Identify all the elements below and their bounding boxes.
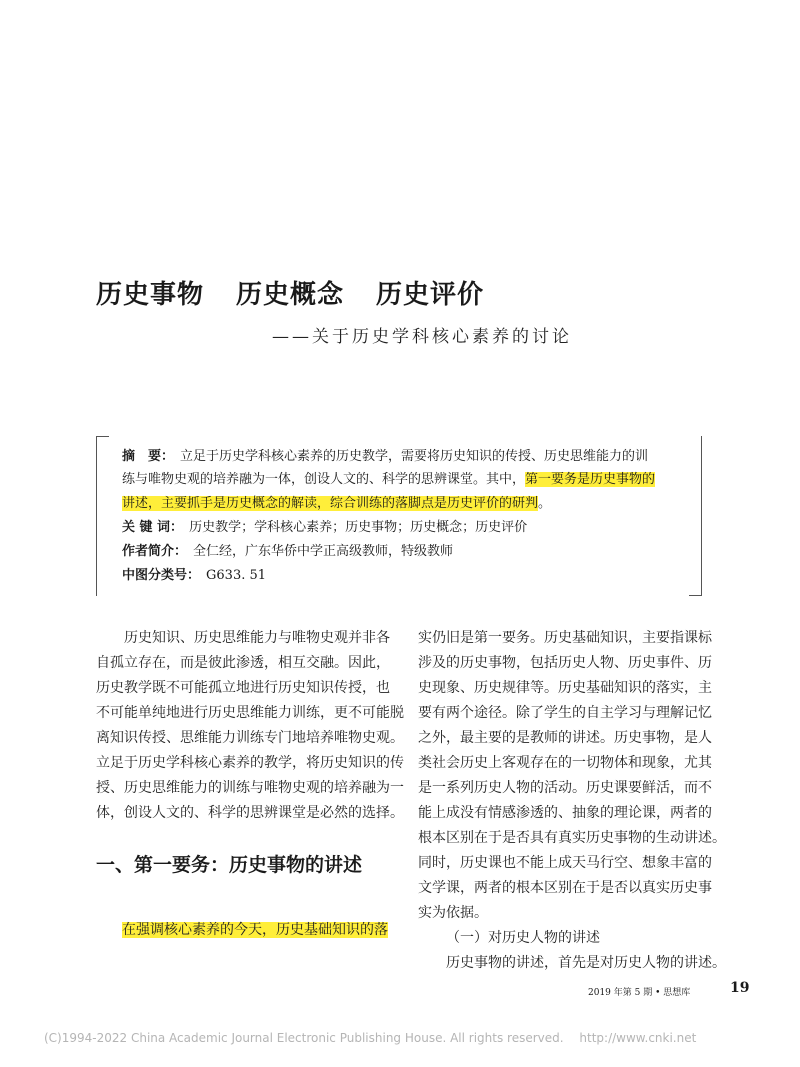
title-part-2: 历史概念 bbox=[236, 280, 345, 310]
left-highlight-text: 在强调核心素养的今天，历史基础知识的落 bbox=[122, 922, 388, 938]
keywords-value: 历史教学；学科核心素养；历史事物；历史概念；历史评价 bbox=[189, 520, 528, 535]
abstract-highlight-1: 第一要务是历史事物的 bbox=[525, 472, 656, 487]
abstract-text-2: 练与唯物史观的培养融为一体，创设人文的、科学的思辨课堂。其中， bbox=[122, 472, 526, 487]
right-line: 实仍旧是第一要务。历史基础知识，主要指课标 bbox=[418, 630, 712, 646]
abstract-text-3: 。 bbox=[538, 496, 552, 511]
abstract-line-3 bbox=[122, 494, 551, 514]
abstract-label: 摘 要： bbox=[122, 449, 175, 464]
left-line: 自孤立存在，而是彼此渗透，相互交融。因此， bbox=[96, 655, 390, 671]
title-part-1: 历史事物 bbox=[96, 280, 205, 310]
keywords-label: 关 键 词： bbox=[122, 520, 184, 535]
left-column bbox=[96, 626, 404, 826]
abstract-line-2 bbox=[122, 470, 655, 490]
abstract-line-1 bbox=[122, 447, 648, 467]
author-value: 全仁经，广东华侨中学正高级教师，特级教师 bbox=[193, 544, 454, 559]
page-number: 19 bbox=[730, 980, 750, 996]
right-column bbox=[418, 626, 726, 976]
abstract-highlight-2: 讲述，主要抓手是历史概念的解读，综合训练的落脚点是历史评价的研判 bbox=[122, 496, 539, 511]
right-line: 根本区别在于是否具有真实历史事物的生动讲述。 bbox=[418, 830, 726, 846]
left-highlight-line bbox=[122, 918, 388, 943]
left-line: 历史知识、历史思维能力与唯物史观并非各 bbox=[124, 630, 390, 646]
left-line: 体，创设人文的、科学的思辨课堂是必然的选择。 bbox=[96, 805, 404, 821]
classification-value: G633. 51 bbox=[206, 568, 267, 583]
author-line bbox=[122, 542, 453, 562]
right-line: 涉及的历史事物，包括历史人物、历史事件、历 bbox=[418, 655, 712, 671]
left-line: 历史教学既不可能孤立地进行历史知识传授，也 bbox=[96, 680, 390, 696]
right-line: 类社会历史上客观存在的一切物体和现象，尤其 bbox=[418, 755, 712, 771]
article-subtitle: ——关于历史学科核心素养的讨论 bbox=[272, 327, 572, 347]
right-subheading: （一）对历史人物的讲述 bbox=[446, 930, 600, 946]
left-line: 立足于历史学科核心素养的教学，将历史知识的传 bbox=[96, 755, 404, 771]
right-line: 实为依据。 bbox=[418, 905, 488, 921]
section-heading: 一、第一要务：历史事物的讲述 bbox=[96, 854, 363, 876]
author-label: 作者简介： bbox=[122, 544, 188, 559]
right-line: 是一系列历史人物的活动。历史课要鲜活，而不 bbox=[418, 780, 712, 796]
copyright-watermark: (C)1994-2022 China Academic Journal Electronic Publishing House. All rights reserved. http://www.cnki.net bbox=[44, 1031, 697, 1045]
right-line: 文学课，两者的根本区别在于是否以真实历史事 bbox=[418, 880, 712, 896]
abstract-text-1: 立足于历史学科核心素养的历史教学，需要将历史知识的传授、历史思维能力的训 bbox=[180, 449, 649, 464]
right-line: 同时，历史课也不能上成天马行空、想象丰富的 bbox=[418, 855, 712, 871]
right-line: 之外，最主要的是教师的讲述。历史事物，是人 bbox=[418, 730, 712, 746]
journal-info: 2019 年第 5 期 • 思想库 bbox=[588, 988, 691, 998]
classification-line bbox=[122, 566, 266, 586]
right-line: 史现象、历史规律等。历史基础知识的落实，主 bbox=[418, 680, 712, 696]
right-line: 要有两个途径。除了学生的自主学习与理解记忆 bbox=[418, 705, 712, 721]
left-line: 授、历史思维能力的训练与唯物史观的培养融为一 bbox=[96, 780, 404, 796]
article-title bbox=[96, 274, 484, 311]
right-last-line: 历史事物的讲述，首先是对历史人物的讲述。 bbox=[446, 955, 726, 971]
title-part-3: 历史评价 bbox=[376, 280, 485, 310]
left-line: 不可能单纯地进行历史思维能力训练，更不可能脱 bbox=[96, 705, 404, 721]
keywords-line bbox=[122, 518, 527, 538]
right-line: 能上成没有情感渗透的、抽象的理论课，两者的 bbox=[418, 805, 712, 821]
left-line: 离知识传授、思维能力训练专门地培养唯物史观。 bbox=[96, 730, 404, 746]
classification-label: 中图分类号： bbox=[122, 568, 201, 583]
